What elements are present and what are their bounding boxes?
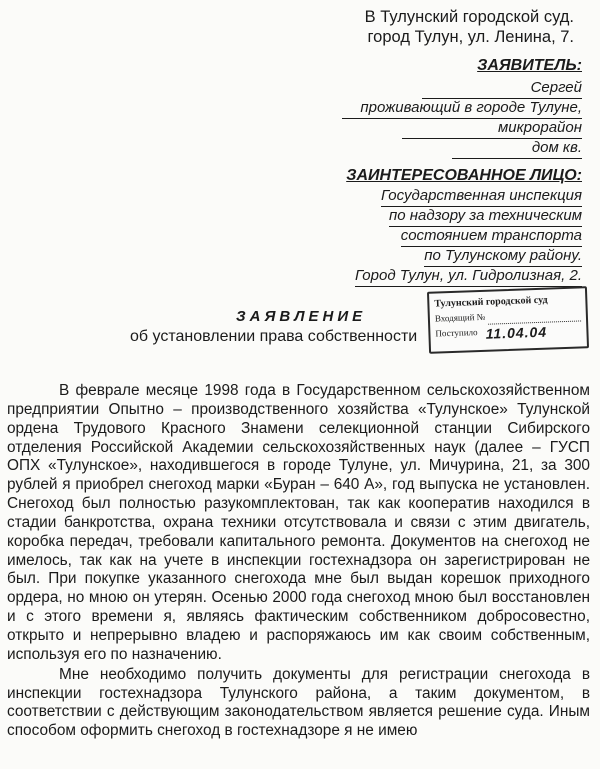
applicant-residence: проживающий в городе Тулуне, [342,98,582,119]
body-paragraph: В феврале месяце 1998 года в Государственном сельскохозяйственном предприятии Опытно – производственного хозяйства «Тулунское» Тулунской ордена Трудового Красного Знамени селекционной станции Сибирского отделения Российской Академии сельскохозяйственных наук (далее – ГУСП ОПХ «Тулунское», находившегося в городе Тулуне, ул. Мичурина, 21, за 300 рублей я приобрел снегоход марки «Буран – 640 А», год выпуска не установлен. Снегоход был полностью разукомплектован, так как кооператив находился в стадии банкротства, охрана техники отсутствовала и связи с этим двигатель, коробка передач, требовали капитального ремонта. Документов на снегоход не имелось, так как на учете в инспекции гостехнадзора он зарегистрирован не был. При покупке указанного снегохода мне был выдан корешок приходного ордера, но мною он утерян. Осенью 2000 года снегоход мною был восстановлен и с этого времени я, являясь фактическим собственником добросовестно, открыто и непрерывно владею и распоряжаюсь им как своим собственным, используя его по назначению. [7,382,590,663]
interested-party-line: по Тулунскому району. [424,246,582,267]
interested-party-line: Государственная инспекция [381,186,582,207]
interested-party-line: по надзору за техническим [389,206,582,227]
applicant-house: дом кв. [452,138,582,159]
interested-party-header: ЗАИНТЕРЕСОВАННОЕ ЛИЦО: [346,167,582,184]
interested-party-address: Город Тулун, ул. Гидролизная, 2. [355,266,582,287]
recipient-court: В Тулунский городской суд. [364,8,574,26]
stamp-incoming-label: Входящий № [434,311,486,324]
interested-party-line: состоянием транспорта [401,226,582,247]
recipient-address: город Тулун, ул. Ленина, 7. [367,28,574,46]
applicant-header: ЗАЯВИТЕЛЬ: [477,57,582,74]
document-title: ЗАЯВЛЕНИЕ [236,308,367,325]
body-paragraph: Мне необходимо получить документы для регистрации снегохода в инспекции гостехнадзора Тулунского района, а таким документом, в соответствии с действующим законодательством является решение суда. Иным способом оформить снегоход в гостехнадзоре я не имею [7,665,590,740]
statement-body [7,382,590,741]
applicant-name: Сергей [422,78,582,99]
applicant-district: микрорайон [402,118,582,139]
stamp-date: 11.04.04 [485,323,548,342]
stamp-received-label: Поступило [435,327,478,339]
court-received-stamp [427,286,589,354]
stamp-court-name: Тулунский городской суд [434,294,548,310]
document-subtitle: об установлении права собственности [130,328,418,345]
